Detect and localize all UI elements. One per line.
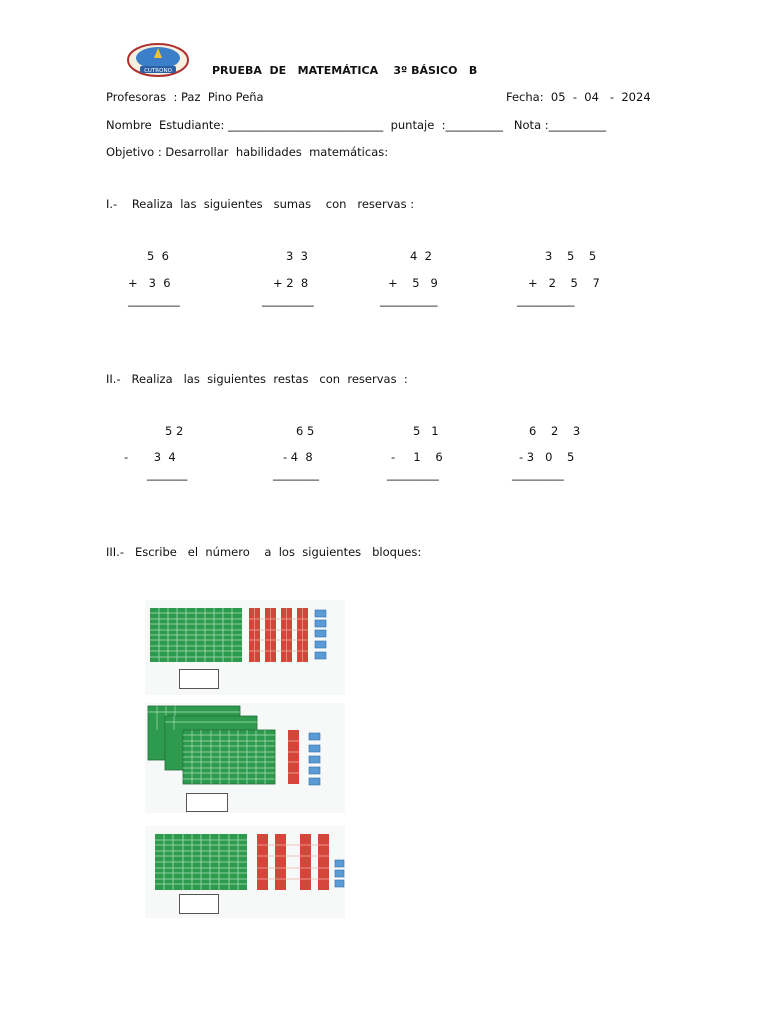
- sub3-top: 5 1: [413, 424, 439, 438]
- sub2-bottom: - 4 8: [283, 450, 313, 464]
- section3-heading: III.- Escribe el número a los siguientes bloques:: [106, 545, 422, 559]
- logo-text: CUTRONO: [144, 68, 172, 74]
- base-ten-blocks-2: [145, 703, 345, 813]
- answer-box-2[interactable]: [186, 793, 228, 812]
- page-title: PRUEBA DE MATEMÁTICA 3º BÁSICO B: [212, 64, 478, 77]
- ten-rod: [288, 730, 299, 784]
- sub1-bottom: - 3 4: [124, 450, 176, 464]
- sum1-answer-line[interactable]: _________: [128, 293, 180, 307]
- sub4-bottom: - 3 0 5: [519, 450, 575, 464]
- school-logo: [126, 42, 190, 78]
- answer-box-1[interactable]: [179, 669, 219, 689]
- hundred-flat: [150, 608, 242, 662]
- sum3-bottom: + 5 9: [388, 276, 438, 290]
- section1-heading: I.- Realiza las siguientes sumas con reservas :: [106, 197, 415, 211]
- base-ten-blocks-1: [145, 600, 345, 695]
- section2-heading: II.- Realiza las siguientes restas con reservas :: [106, 372, 408, 386]
- sub3-bottom: - 1 6: [391, 450, 443, 464]
- hundred-flat: [155, 834, 247, 890]
- unit-cubes: [335, 860, 344, 887]
- sum2-bottom: + 2 8: [273, 276, 309, 290]
- sum4-bottom: + 2 5 7: [528, 276, 600, 290]
- sub1-answer-line[interactable]: _______: [147, 467, 188, 481]
- sub3-answer-line[interactable]: _________: [387, 467, 439, 481]
- objective: Objetivo : Desarrollar habilidades matemáticas:: [106, 145, 389, 159]
- sub2-answer-line[interactable]: ________: [273, 467, 319, 481]
- sum2-answer-line[interactable]: _________: [262, 293, 314, 307]
- sum2-top: 3 3: [286, 249, 308, 263]
- teachers-label: Profesoras : Paz Pino Peña: [106, 90, 264, 104]
- answer-box-3[interactable]: [179, 894, 219, 914]
- sub4-answer-line[interactable]: _________: [512, 467, 564, 481]
- sum1-bottom: + 3 6: [128, 276, 171, 290]
- sum4-top: 3 5 5: [545, 249, 597, 263]
- student-line[interactable]: Nombre Estudiante: ___________________________ puntaje :__________ Nota :__________: [106, 118, 607, 132]
- sum4-answer-line[interactable]: __________: [517, 293, 575, 307]
- sum3-answer-line[interactable]: __________: [380, 293, 438, 307]
- date-label: Fecha: 05 - 04 - 2024: [506, 90, 651, 104]
- sub4-top: 6 2 3: [529, 424, 581, 438]
- base-ten-blocks-3: [145, 826, 345, 918]
- sub2-top: 6 5: [296, 424, 315, 438]
- sum3-top: 4 2: [410, 249, 432, 263]
- sum1-top: 5 6: [147, 249, 169, 263]
- sub1-top: 5 2: [165, 424, 184, 438]
